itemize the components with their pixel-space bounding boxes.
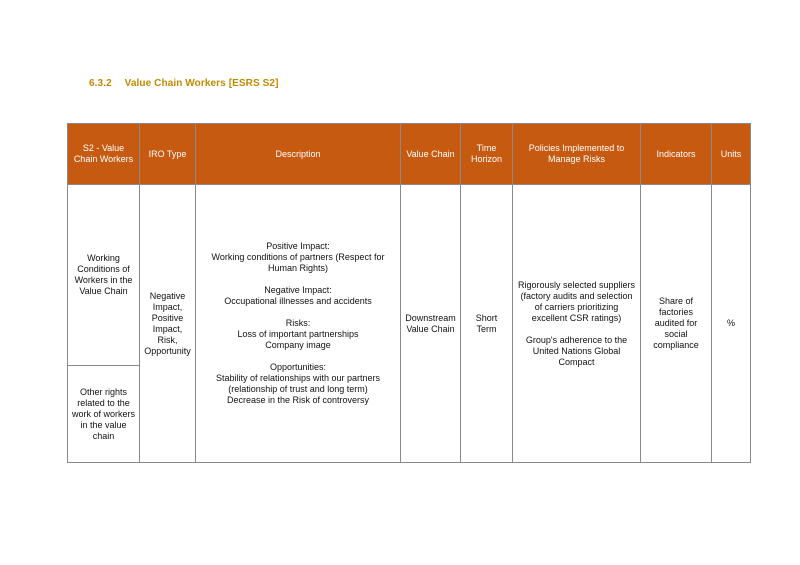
policies-cell — [513, 185, 641, 463]
indicators-cell: Share of factories audited for social compliance — [641, 185, 712, 463]
header-time-horizon: Time Horizon — [461, 124, 513, 185]
section-number: 6.3.2 — [89, 78, 112, 89]
negative-impact-text: Occupational illnesses and accidents — [224, 296, 372, 306]
header-value-chain: Value Chain — [401, 124, 461, 185]
header-indicators: Indicators — [641, 124, 712, 185]
opportunities-heading: Opportunities: — [269, 362, 327, 372]
opportunities-line: Stability of relationships with our partners (relationship of trust and long term) — [215, 373, 381, 394]
risks-heading: Risks: — [285, 318, 311, 328]
table-header-row — [68, 124, 751, 185]
positive-impact-text: Working conditions of partners (Respect for Human Rights) — [211, 252, 385, 273]
risks-line: Loss of important partnerships — [237, 329, 359, 339]
section-title: Value Chain Workers [ESRS S2] — [124, 78, 279, 89]
header-description: Description — [196, 124, 401, 185]
header-iro-type: IRO Type — [140, 124, 196, 185]
time-horizon-cell: Short Term — [461, 185, 513, 463]
risks-line: Company image — [265, 340, 331, 350]
topic-cell: Other rights related to the work of workers in the value chain — [68, 366, 140, 463]
negative-impact-heading: Negative Impact: — [264, 285, 332, 295]
header-units: Units — [712, 124, 751, 185]
section-heading — [89, 78, 279, 89]
units-cell: % — [712, 185, 751, 463]
policy-line: Group's adherence to the United Nations Global Compact — [525, 334, 628, 367]
description-cell — [196, 185, 401, 463]
header-policies: Policies Implemented to Manage Risks — [513, 124, 641, 185]
topic-cell: Working Conditions of Workers in the Value Chain — [68, 185, 140, 366]
header-topic: S2 - Value Chain Workers — [68, 124, 140, 185]
policy-line: Rigorously selected suppliers (factory audits and selection of carriers prioritizing excellent CSR ratings) — [517, 279, 636, 323]
opportunities-line: Decrease in the Risk of controversy — [226, 395, 370, 405]
iro-type-cell: Negative Impact, Positive Impact, Risk, Opportunity — [140, 185, 196, 463]
positive-impact-heading: Positive Impact: — [266, 241, 330, 251]
table-row — [68, 185, 751, 366]
iro-table — [67, 123, 751, 463]
value-chain-cell: Downstream Value Chain — [401, 185, 461, 463]
